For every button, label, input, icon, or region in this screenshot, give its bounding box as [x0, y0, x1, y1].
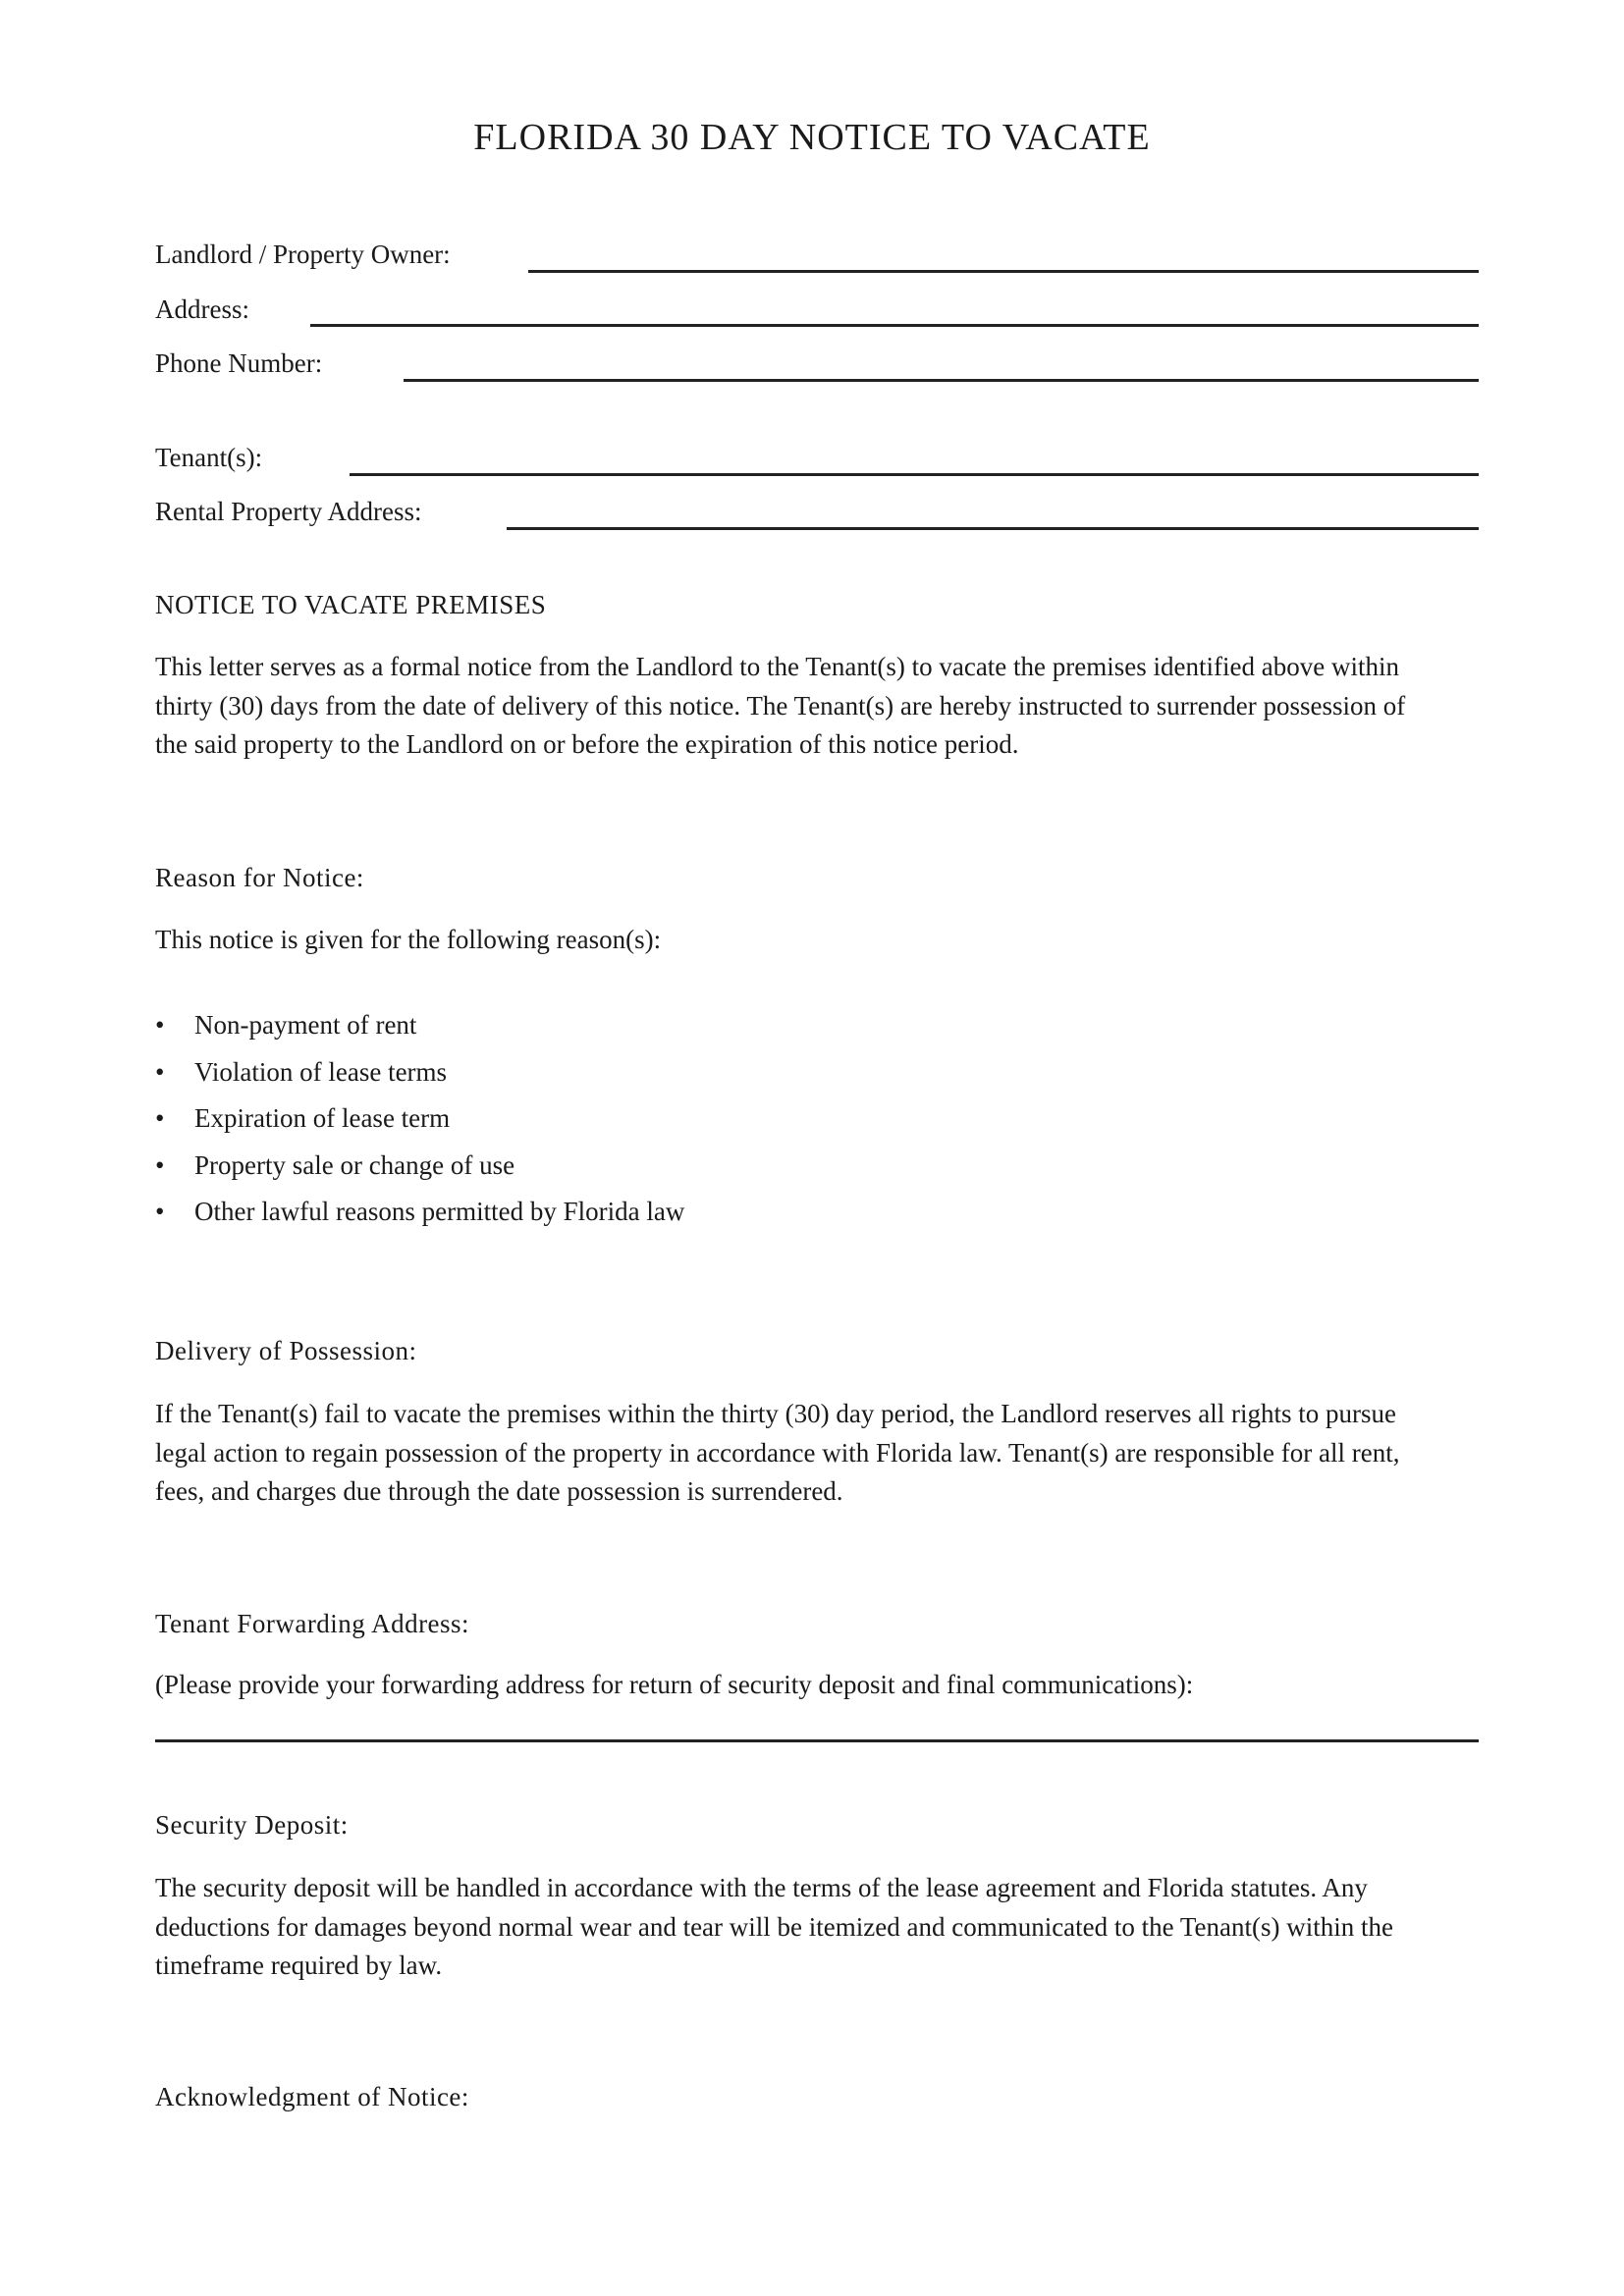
notice-paragraph: [155, 648, 1490, 765]
list-item: [155, 1098, 684, 1146]
bullet-icon: •: [155, 1149, 165, 1180]
notice-heading: NOTICE TO VACATE PREMISES: [155, 590, 547, 619]
tenants-input-line[interactable]: [350, 473, 1479, 476]
deposit-heading: Security Deposit:: [155, 1810, 349, 1840]
list-item: [155, 1005, 684, 1052]
possession-line: fees, and charges due through the date possession is surrendered.: [155, 1476, 843, 1506]
landlord-label: Landlord / Property Owner:: [155, 240, 451, 269]
deposit-line: The security deposit will be handled in accordance with the terms of the lease agreement and Florida statutes. Any: [155, 1873, 1368, 1902]
address-input-line[interactable]: [310, 324, 1479, 327]
possession-line: If the Tenant(s) fail to vacate the premises within the thirty (30) day period, the Landlord reserves all rights to pursue: [155, 1399, 1396, 1428]
notice-line: the said property to the Landlord on or before the expiration of this notice period.: [155, 729, 1019, 759]
possession-line: legal action to regain possession of the property in accordance with Florida law. Tenant(s) are responsible for all rent,: [155, 1437, 1400, 1468]
tenants-label: Tenant(s):: [155, 443, 263, 472]
notice-line: This letter serves as a formal notice from the Landlord to the Tenant(s) to vacate the premises identified above within: [155, 652, 1399, 681]
possession-heading: Delivery of Possession:: [155, 1336, 417, 1365]
acknowledgment-heading: Acknowledgment of Notice:: [155, 2082, 469, 2111]
deposit-paragraph: [155, 1869, 1490, 1986]
reason-item-text: Property sale or change of use: [194, 1149, 515, 1180]
list-item: [155, 1052, 684, 1099]
reason-intro: This notice is given for the following reason(s):: [155, 925, 662, 954]
list-item: [155, 1146, 684, 1193]
landlord-input-line[interactable]: [528, 270, 1479, 273]
address-label: Address:: [155, 294, 249, 324]
bullet-icon: •: [155, 1056, 165, 1087]
bullet-icon: •: [155, 1197, 165, 1226]
forwarding-instruction: (Please provide your forwarding address for return of security deposit and final communications):: [155, 1670, 1194, 1699]
rental-address-input-line[interactable]: [507, 527, 1479, 530]
reason-item-text: Expiration of lease term: [194, 1103, 451, 1133]
phone-input-line[interactable]: [404, 379, 1479, 382]
possession-paragraph: [155, 1395, 1490, 1512]
reason-item-text: Non-payment of rent: [194, 1010, 417, 1040]
document-title: FLORIDA 30 DAY NOTICE TO VACATE: [473, 117, 1151, 158]
list-item: [155, 1192, 684, 1239]
bullet-icon: •: [155, 1010, 165, 1040]
deposit-line: timeframe required by law.: [155, 1950, 443, 1980]
bullet-icon: •: [155, 1103, 165, 1133]
rental-address-label: Rental Property Address:: [155, 497, 422, 526]
reason-item-text: Other lawful reasons permitted by Florida law: [194, 1197, 685, 1226]
reason-heading: Reason for Notice:: [155, 863, 364, 892]
reason-item-text: Violation of lease terms: [194, 1056, 448, 1087]
notice-line: thirty (30) days from the date of delivery of this notice. The Tenant(s) are hereby instructed to surrender possession of: [155, 690, 1406, 721]
phone-label: Phone Number:: [155, 348, 323, 378]
forwarding-heading: Tenant Forwarding Address:: [155, 1609, 470, 1638]
forwarding-address-input-line[interactable]: [155, 1739, 1479, 1742]
deposit-line: deductions for damages beyond normal wear and tear will be itemized and communicated to the Tenant(s) within the: [155, 1911, 1393, 1942]
reason-list: [155, 1005, 684, 1239]
